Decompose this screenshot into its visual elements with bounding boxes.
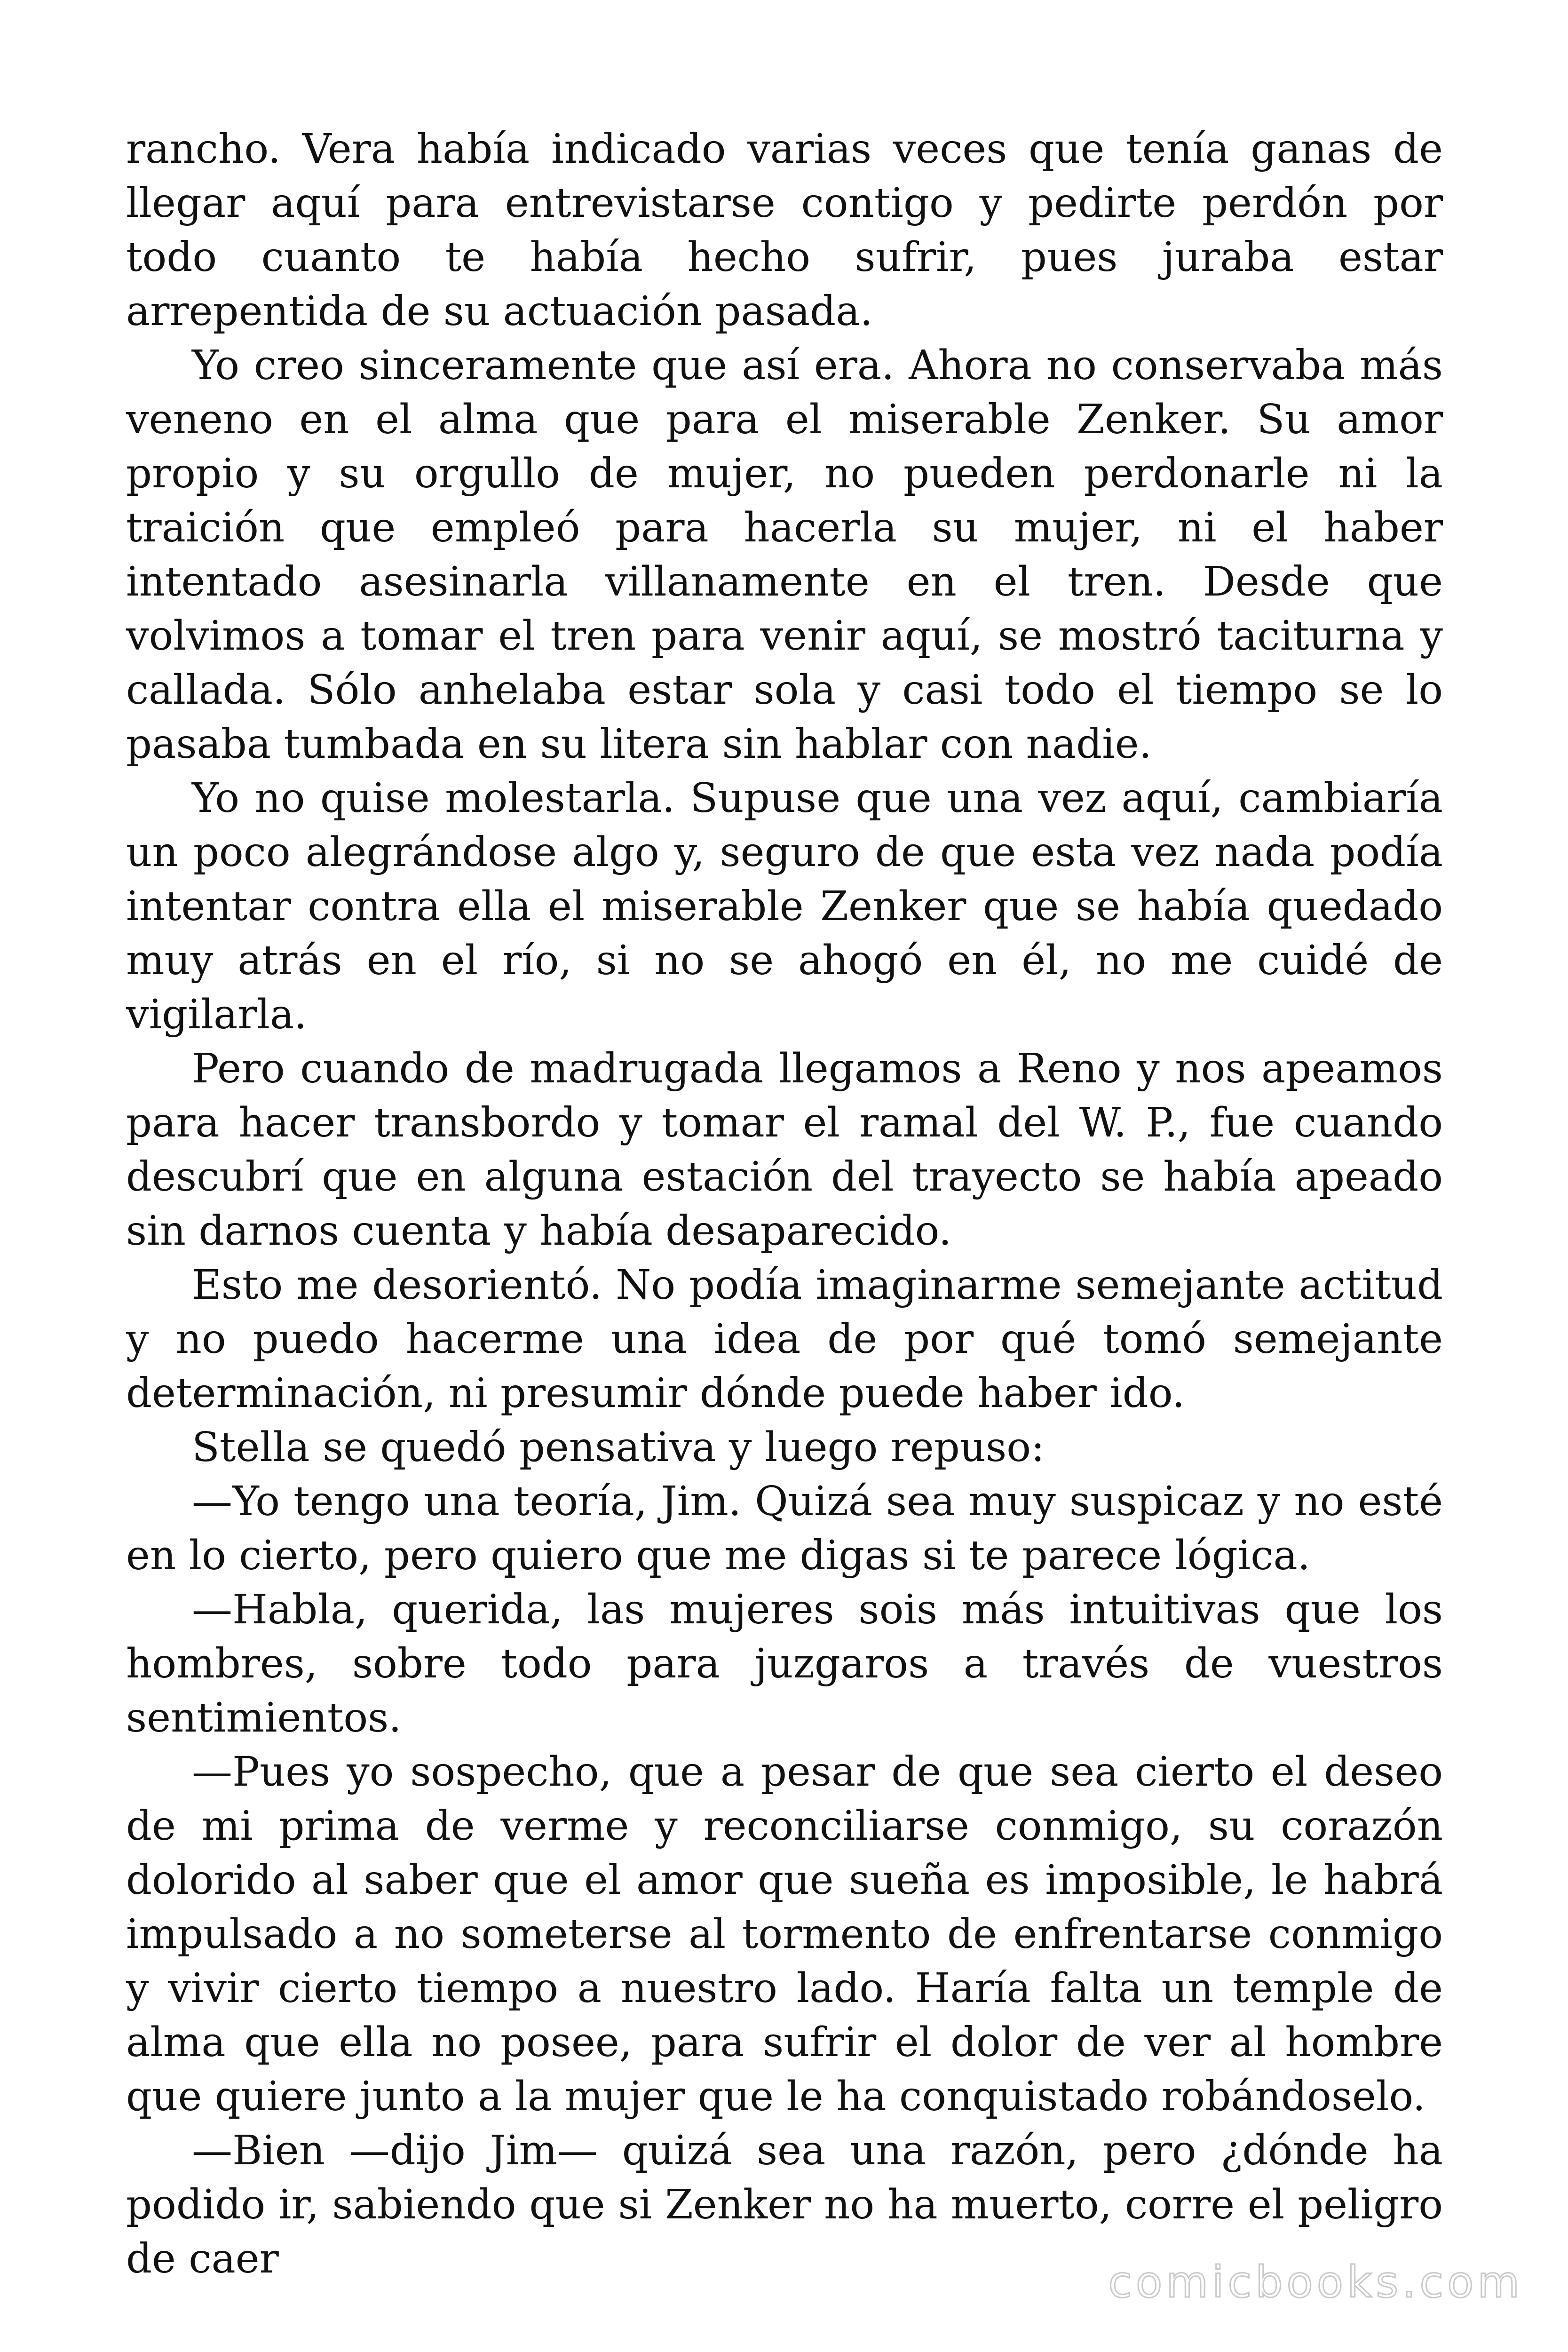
paragraph: Pero cuando de madrugada llegamos a Reno y nos apeamos para hacer transbordo y tomar el ramal del W. P., fue cuando descubrí que en alguna estación del trayecto se había apeado sin darnos cuenta y había desaparecido. xyxy=(126,1045,1443,1255)
site-watermark: comicbooks.com xyxy=(1108,2257,1523,2307)
paragraph: —Bien —dijo Jim— quizá sea una razón, pero ¿dónde ha podido ir, sabiendo que si Zenker no ha muerto, corre el peligro de caer xyxy=(126,2127,1443,2282)
paragraph: Esto me desorientó. No podía imaginarme semejante actitud y no puedo hacerme una idea de por qué tomó semejante determinación, ni presumir dónde puede haber ido. xyxy=(126,1262,1443,1417)
paragraph: —Pues yo sospecho, que a pesar de que sea cierto el deseo de mi prima de verme y reconciliarse conmigo, su corazón dolorido al saber que el amor que sueña es imposible, le habrá impulsado a no someterse al tormento de enfrentarse conmigo y vivir cierto tiempo a nuestro lado. Haría falta un temple de alma que ella no posee, para sufrir el dolor de ver al hombre que quiere junto a la mujer que le ha conquistado robándoselo. xyxy=(126,1748,1443,2120)
book-page-text xyxy=(126,122,1443,2286)
paragraph: Yo no quise molestarla. Supuse que una vez aquí, cambiaría un poco alegrándose algo y, seguro de que esta vez nada podía intentar contra ella el miserable Zenker que se había quedado muy atrás en el río, si no se ahogó en él, no me cuidé de vigilarla. xyxy=(126,775,1443,1038)
paragraph: —Yo tengo una teoría, Jim. Quizá sea muy suspicaz y no esté en lo cierto, pero quiero que me digas si te parece lógica. xyxy=(126,1478,1443,1579)
paragraph-continuation: rancho. Vera había indicado varias veces que tenía ganas de llegar aquí para entrevistarse contigo y pedirte perdón por todo cuanto te había hecho sufrir, pues juraba estar arrepentida de su actuación pasada. xyxy=(126,126,1443,335)
paragraph: —Habla, querida, las mujeres sois más intuitivas que los hombres, sobre todo para juzgaros a través de vuestros sentimientos. xyxy=(126,1586,1443,1741)
paragraph: Stella se quedó pensativa y luego repuso: xyxy=(192,1424,1045,1471)
paragraph: Yo creo sinceramente que así era. Ahora no conservaba más veneno en el alma que para el miserable Zenker. Su amor propio y su orgullo de mujer, no pueden perdonarle ni la traición que empleó para hacerla su mujer, ni el haber intentado asesinarla villanamente en el tren. Desde que volvimos a tomar el tren para venir aquí, se mostró taciturna y callada. Sólo anhelaba estar sola y casi todo el tiempo se lo pasaba tumbada en su litera sin hablar con nadie. xyxy=(126,342,1443,768)
